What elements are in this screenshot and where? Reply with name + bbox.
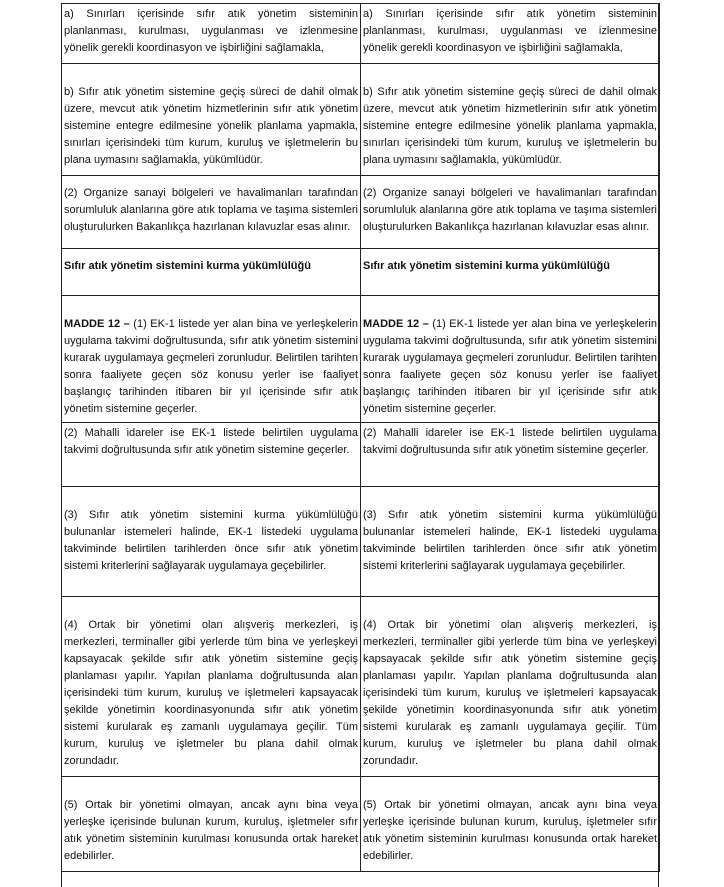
right-cell: (3) Sıfır atık yönetim sistemini kurma yükümlülüğü bulunanlar istemeleri halinde, EK-1 listedeki uygulama takviminde belirtilen tarihlerden önce sıfır atık yönetim sistemi kriterlerini sağlayarak uygulamaya geçebilirler. <box>361 487 660 597</box>
section-heading-left: Sıfır atık yönetim sistemini kurma yükümlülüğü <box>62 249 361 296</box>
left-cell: b) Sıfır atık yönetim sistemine geçiş süreci de dahil olmak üzere, mevcut atık yönetim hizmetlerinin sıfır atık yönetim sistemine entegre edilmesine yönelik planlama yapmakla, sınırları içerisindeki tüm kurum, kuruluş ve işletmelerin bu plana uymasını sağlamakla, yükümlüdür. <box>62 64 361 176</box>
left-cell: a) Sınırları içerisinde sıfır atık yönetim sisteminin planlanması, kurulması, uygulanması ve izlenmesine yönelik gerekli koordinasyon ve işbirliğini sağlamakla, <box>62 4 361 64</box>
table-row <box>62 249 660 296</box>
section-heading-right: Sıfır atık yönetim sistemini kurma yükümlülüğü <box>361 249 660 296</box>
right-cell: (4) Ortak bir yönetimi olan alışveriş merkezleri, iş merkezleri, terminaller gibi yerlerde tüm bina ve yerleşkeyi kapsayacak şekilde sıfır atık yönetim sistemine geçiş planlaması yapılır. Yapılan planlama doğrultusunda alan içerisindeki tüm kurum, kuruluş ve işletmeleri kapsayacak şekilde yönetimin koordinasyonunda sıfır atık yönetim sistemi kurularak eş zamanlı uygulamaya geçilir. Tüm kurum, kuruluş ve işletmeler bu plana dahil olmak zorundadır. <box>361 597 660 777</box>
right-cell: (5) Ortak bir yönetimi olmayan, ancak aynı bina veya yerleşke içerisinde bulunan kurum, kuruluş, işletmeler sıfır atık yönetim sisteminin kurulması konusunda ortak hareket edebilirler. <box>361 777 660 872</box>
article-text: (1) EK-1 listede yer alan bina ve yerleşkelerin uygulama takvimi doğrultusunda, sıfır atık yönetim sistemini kurarak uygulamaya geçmeleri zorunludur. Belirtilen tarihten sonra faaliyete geçen söz konusu yerler ise faaliyet başlangıç tarihinden itibaren bir yıl içerisinde sıfır atık yönetim sistemine geçerler. <box>64 318 358 415</box>
right-cell: b) Sıfır atık yönetim sistemine geçiş süreci de dahil olmak üzere, mevcut atık yönetim hizmetlerinin sıfır atık yönetim sistemine entegre edilmesine yönelik planlama yapmakla, sınırları içerisindeki tüm kurum, kuruluş ve işletmelerin bu plana uymasını sağlamakla, yükümlüdür. <box>361 64 660 176</box>
left-cell: (5) Ortak bir yönetimi olmayan, ancak aynı bina veya yerleşke içerisinde bulunan kurum, kuruluş, işletmeler sıfır atık yönetim sisteminin kurulması konusunda ortak hareket edebilirler. <box>62 777 361 872</box>
table-row <box>62 597 660 777</box>
table-row <box>62 777 660 872</box>
left-cell: (2) Mahalli idareler ise EK-1 listede belirtilen uygulama takvimi doğrultusunda sıfır atık yönetim sistemine geçerler. <box>62 423 361 487</box>
table-row <box>62 423 660 487</box>
table-row <box>62 296 660 423</box>
right-cell <box>361 296 660 423</box>
left-cell: (2) Organize sanayi bölgeleri ve havalimanları tarafından sorumluluk alanlarına göre atık toplama ve taşıma sistemleri oluşturulurken Bakanlıkça hazırlanan kılavuzlar esas alınır. <box>62 176 361 249</box>
right-cell: a) Sınırları içerisinde sıfır atık yönetim sisteminin planlanması, kurulması, uygulanması ve izlenmesine yönelik gerekli koordinasyon ve işbirliğini sağlamakla, <box>361 4 660 64</box>
right-cell: (2) Organize sanayi bölgeleri ve havalimanları tarafından sorumluluk alanlarına göre atık toplama ve taşıma sistemleri oluşturulurken Bakanlıkça hazırlanan kılavuzlar esas alınır. <box>361 176 660 249</box>
table-row <box>62 4 660 64</box>
article-number: MADDE 12 – <box>363 318 429 330</box>
table-row <box>62 64 660 176</box>
comparison-table <box>61 3 660 872</box>
left-cell: (3) Sıfır atık yönetim sistemini kurma yükümlülüğü bulunanlar istemeleri halinde, EK-1 listedeki uygulama takviminde belirtilen tarihlerden önce sıfır atık yönetim sistemi kriterlerini sağlayarak uygulamaya geçebilirler. <box>62 487 361 597</box>
left-cell <box>62 296 361 423</box>
table-row <box>62 487 660 597</box>
article-number: MADDE 12 – <box>64 318 130 330</box>
right-cell: (2) Mahalli idareler ise EK-1 listede belirtilen uygulama takvimi doğrultusunda sıfır atık yönetim sistemine geçerler. <box>361 423 660 487</box>
left-cell: (4) Ortak bir yönetimi olan alışveriş merkezleri, iş merkezleri, terminaller gibi yerlerde tüm bina ve yerleşkeyi kapsayacak şekilde sıfır atık yönetim sistemine geçiş planlaması yapılır. Yapılan planlama doğrultusunda alan içerisindeki tüm kurum, kuruluş ve işletmeleri kapsayacak şekilde yönetimin koordinasyonunda sıfır atık yönetim sistemi kurularak eş zamanlı uygulamaya geçilir. Tüm kurum, kuruluş ve işletmeler bu plana dahil olmak zorundadır. <box>62 597 361 777</box>
article-text: (1) EK-1 listede yer alan bina ve yerleşkelerin uygulama takvimi doğrultusunda, sıfır atık yönetim sistemini kurarak uygulamaya geçmeleri zorunludur. Belirtilen tarihten sonra faaliyete geçen söz konusu yerler ise faaliyet başlangıç tarihinden itibaren bir yıl içerisinde sıfır atık yönetim sistemine geçerler. <box>363 318 657 415</box>
table-row <box>62 176 660 249</box>
